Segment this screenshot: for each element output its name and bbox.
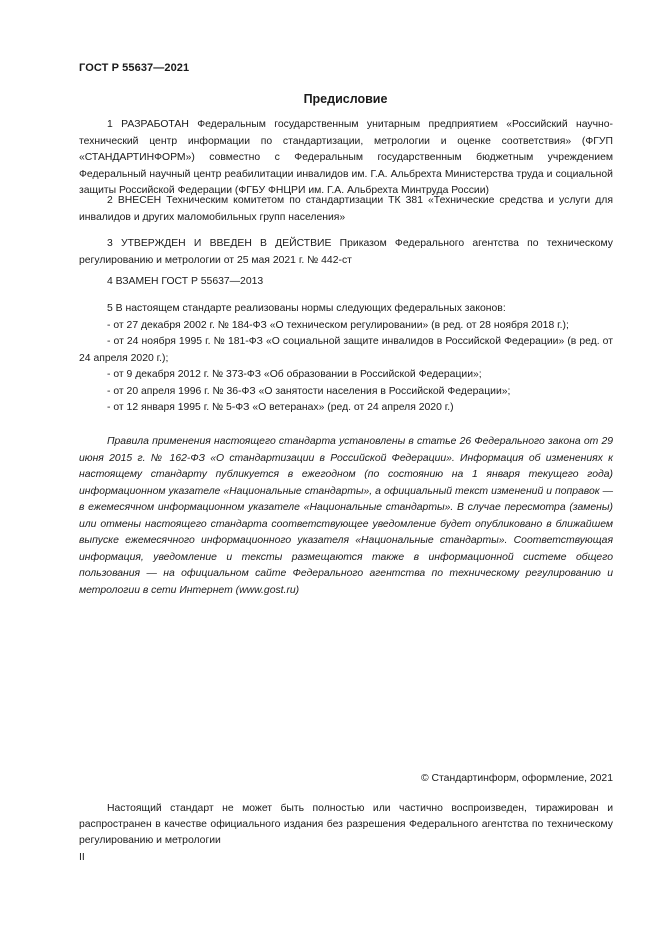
paragraph-3-text: 3 УТВЕРЖДЕН И ВВЕДЕН В ДЕЙСТВИЕ Приказом Федерального агентства по техническому регулированию и метрологии от 25 мая 2021 г. № 442-ст <box>79 238 613 266</box>
paragraph-4-text: 4 ВЗАМЕН ГОСТ Р 55637—2013 <box>107 276 264 287</box>
reproduction-notice <box>79 801 613 849</box>
paragraph-laws <box>79 301 613 417</box>
paragraph-5-intro: 5 В настоящем стандарте реализованы нормы следующих федеральных законов: <box>107 303 506 314</box>
page-title: Предисловие <box>303 92 388 106</box>
application-rules-text: Правила применения настоящего стандарта установлены в статье 26 Федерального закона от 29 июня 2015 г. № 162-ФЗ «О стандартизации в Российской Федерации». Информация об изменениях к настоящему стандарту публикуется в ежегодном (по состоянию на 1 января текущего года) информационном указателе «Национальные стандарты», а официальный текст изменений и поправок — в ежемесячном информационном указателе «Национальные стандарты». В случае пересмотра (замены) или отмены настоящего стандарта соответствующее уведомление будет опубликовано в ближайшем выпуске ежемесячного информационного указателя «Национальные стандарты». Соответствующая информация, уведомление и тексты размещаются также в информационной системе общего пользования — на официальном сайте Федерального агентства по техническому регулированию и метрологии в сети Интернет (www.gost.ru) <box>79 436 613 596</box>
law-item: - от 24 ноября 1995 г. № 181-ФЗ «О социальной защите инвалидов в Российской Федерации» (в ред. от 24 апреля 2020 г.); <box>79 336 613 364</box>
standard-code: ГОСТ Р 55637—2021 <box>79 62 190 74</box>
law-item: - от 27 декабря 2002 г. № 184-ФЗ «О техническом регулировании» (в ред. от 28 ноября 2018 г.); <box>107 319 569 331</box>
application-rules-note <box>79 434 613 599</box>
law-item: - от 20 апреля 1996 г. № 36-ФЗ «О занятости населения в Российской Федерации»; <box>107 385 511 397</box>
paragraph-1-text: 1 РАЗРАБОТАН Федеральным государственным унитарным предприятием «Российский научно-технический центр информации по стандартизации, метрологии и оценке соответствия» (ФГУП «СТАНДАРТИНФОРМ») совместно с Федеральным государственным бюджетным учреждением Федеральный научный центр реабилитации инвалидов им. Г.А. Альбрехта Министерства труда и социальной защиты Российской Федерации (ФГБУ ФНЦРИ им. Г.А. Альбрехта Минтруда России) <box>79 119 613 196</box>
paragraph-2-text: 2 ВНЕСЕН Техническим комитетом по стандартизации ТК 381 «Технические средства и услуги для инвалидов и других маломобильных групп населения» <box>79 195 613 223</box>
paragraph-submitted <box>79 193 613 226</box>
paragraph-approved <box>79 236 613 269</box>
copyright-line: © Стандартинформ, оформление, 2021 <box>420 773 613 784</box>
paragraph-developed <box>79 117 613 200</box>
page-number: II <box>79 852 85 863</box>
paragraph-replaces <box>79 274 613 291</box>
reproduction-notice-text: Настоящий стандарт не может быть полностью или частично воспроизведен, тиражирован и распространен в качестве официального издания без разрешения Федерального агентства по техническому регулированию и метрологии <box>79 803 613 846</box>
law-item: - от 12 января 1995 г. № 5-ФЗ «О ветеранах» (ред. от 24 апреля 2020 г.) <box>107 402 454 413</box>
law-item: - от 9 декабря 2012 г. № 373-ФЗ «Об образовании в Российской Федерации»; <box>107 369 482 380</box>
laws-list <box>79 318 613 417</box>
